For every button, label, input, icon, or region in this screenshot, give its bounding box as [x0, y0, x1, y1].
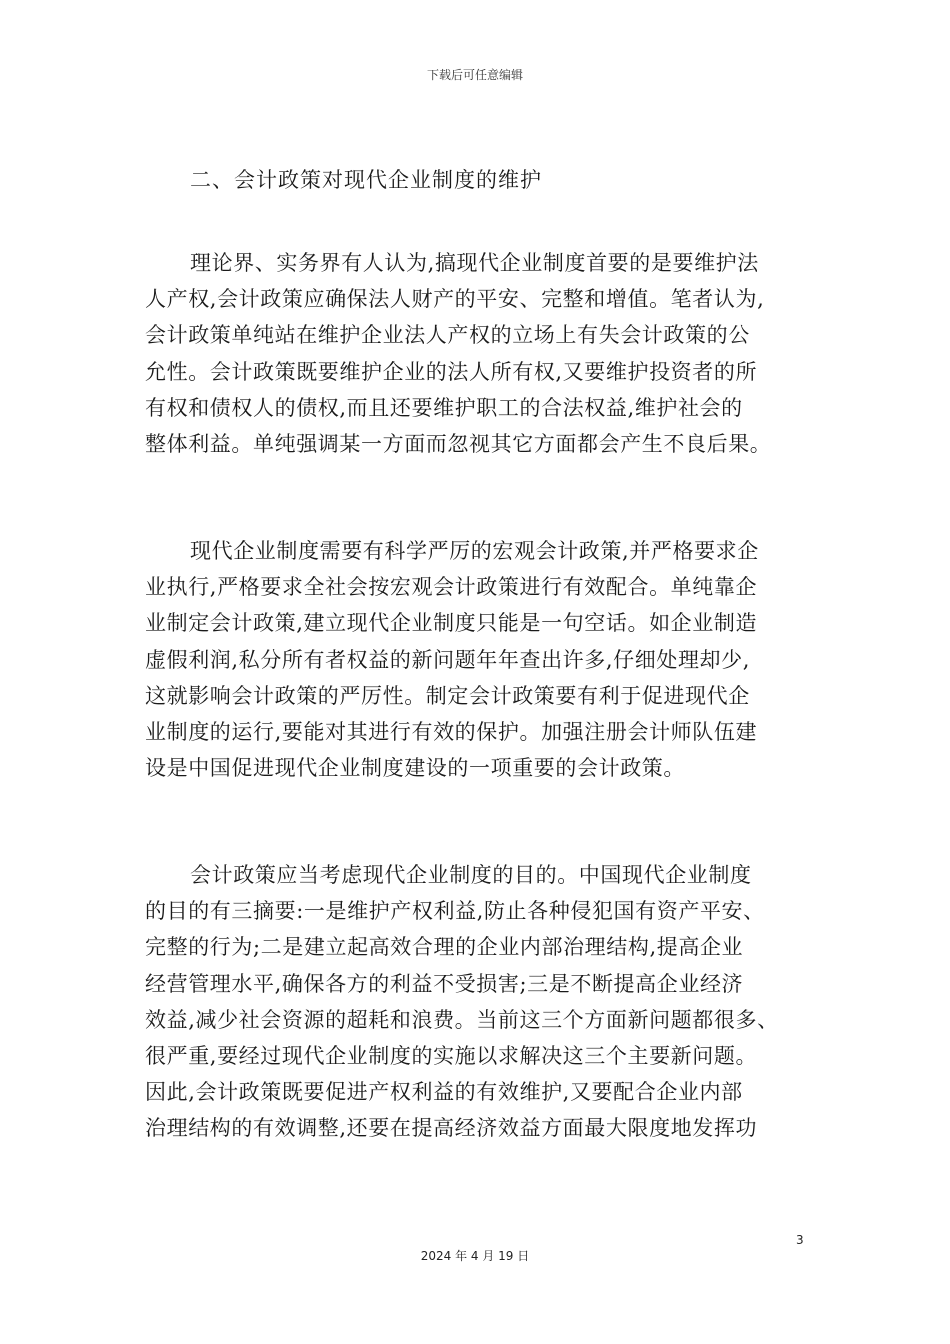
paragraph-line: 现代企业制度需要有科学严厉的宏观会计政策,并严格要求企 [190, 539, 759, 563]
paragraph-line: 会计政策单纯站在维护企业法人产权的立场上有失会计政策的公 [145, 323, 750, 348]
paragraph-line: 业执行,严格要求全社会按宏观会计政策进行有效配合。单纯靠企 [145, 575, 758, 600]
paragraph-line: 很严重,要经过现代企业制度的实施以求解决这三个主要新问题。 [145, 1044, 758, 1069]
section-heading: 二、会计政策对现代企业制度的维护 [190, 168, 542, 192]
paragraph-line: 效益,减少社会资源的超耗和浪费。当前这三个方面新问题都很多、 [145, 1007, 779, 1032]
paragraph-line: 业制定会计政策,建立现代企业制度只能是一句空话。如企业制造 [145, 611, 758, 636]
paragraph [145, 245, 815, 462]
paragraph-line: 因此,会计政策既要促进产权利益的有效维护,又要配合企业内部 [145, 1080, 743, 1105]
paragraph [145, 533, 815, 786]
page-number: 3 [796, 1233, 804, 1247]
paragraph-line: 的目的有三摘要:一是维护产权利益,防止各种侵犯国有资产平安、 [145, 899, 765, 924]
paragraph-line: 虚假利润,私分所有者权益的新问题年年查出许多,仔细处理却少, [145, 647, 751, 672]
paragraph-line: 有权和债权人的债权,而且还要维护职工的合法权益,维护社会的 [145, 395, 743, 420]
paragraph-line: 允性。会计政策既要维护企业的法人所有权,又要维护投资者的所 [145, 359, 758, 384]
paragraph-line: 经营管理水平,确保各方的利益不受损害;三是不断提高企业经济 [145, 971, 744, 996]
paragraph-line: 治理结构的有效调整,还要在提高经济效益方面最大限度地发挥功 [145, 1116, 758, 1141]
paragraph-line: 这就影响会计政策的严厉性。制定会计政策要有利于促进现代企 [145, 683, 750, 708]
paragraph-line: 人产权,会计政策应确保法人财产的平安、完整和增值。笔者认为, [145, 287, 765, 312]
paragraph-line: 理论界、实务界有人认为,搞现代企业制度首要的是要维护法 [190, 251, 759, 275]
paragraph [145, 857, 815, 1147]
header-note: 下载后可任意编辑 [426, 68, 523, 82]
paragraph-line: 业制度的运行,要能对其进行有效的保护。加强注册会计师队伍建 [145, 720, 758, 745]
paragraph-line: 整体利益。单纯强调某一方面而忽视其它方面都会产生不良后果。 [145, 432, 772, 457]
paragraph-line: 会计政策应当考虑现代企业制度的目的。中国现代企业制度 [190, 863, 752, 887]
paragraph-line: 设是中国促进现代企业制度建设的一项重要的会计政策。 [145, 756, 685, 781]
paragraph-line: 完整的行为;二是建立起高效合理的企业内部治理结构,提高企业 [145, 935, 744, 960]
footer-date: 2024 年 4 月 19 日 [420, 1249, 530, 1263]
